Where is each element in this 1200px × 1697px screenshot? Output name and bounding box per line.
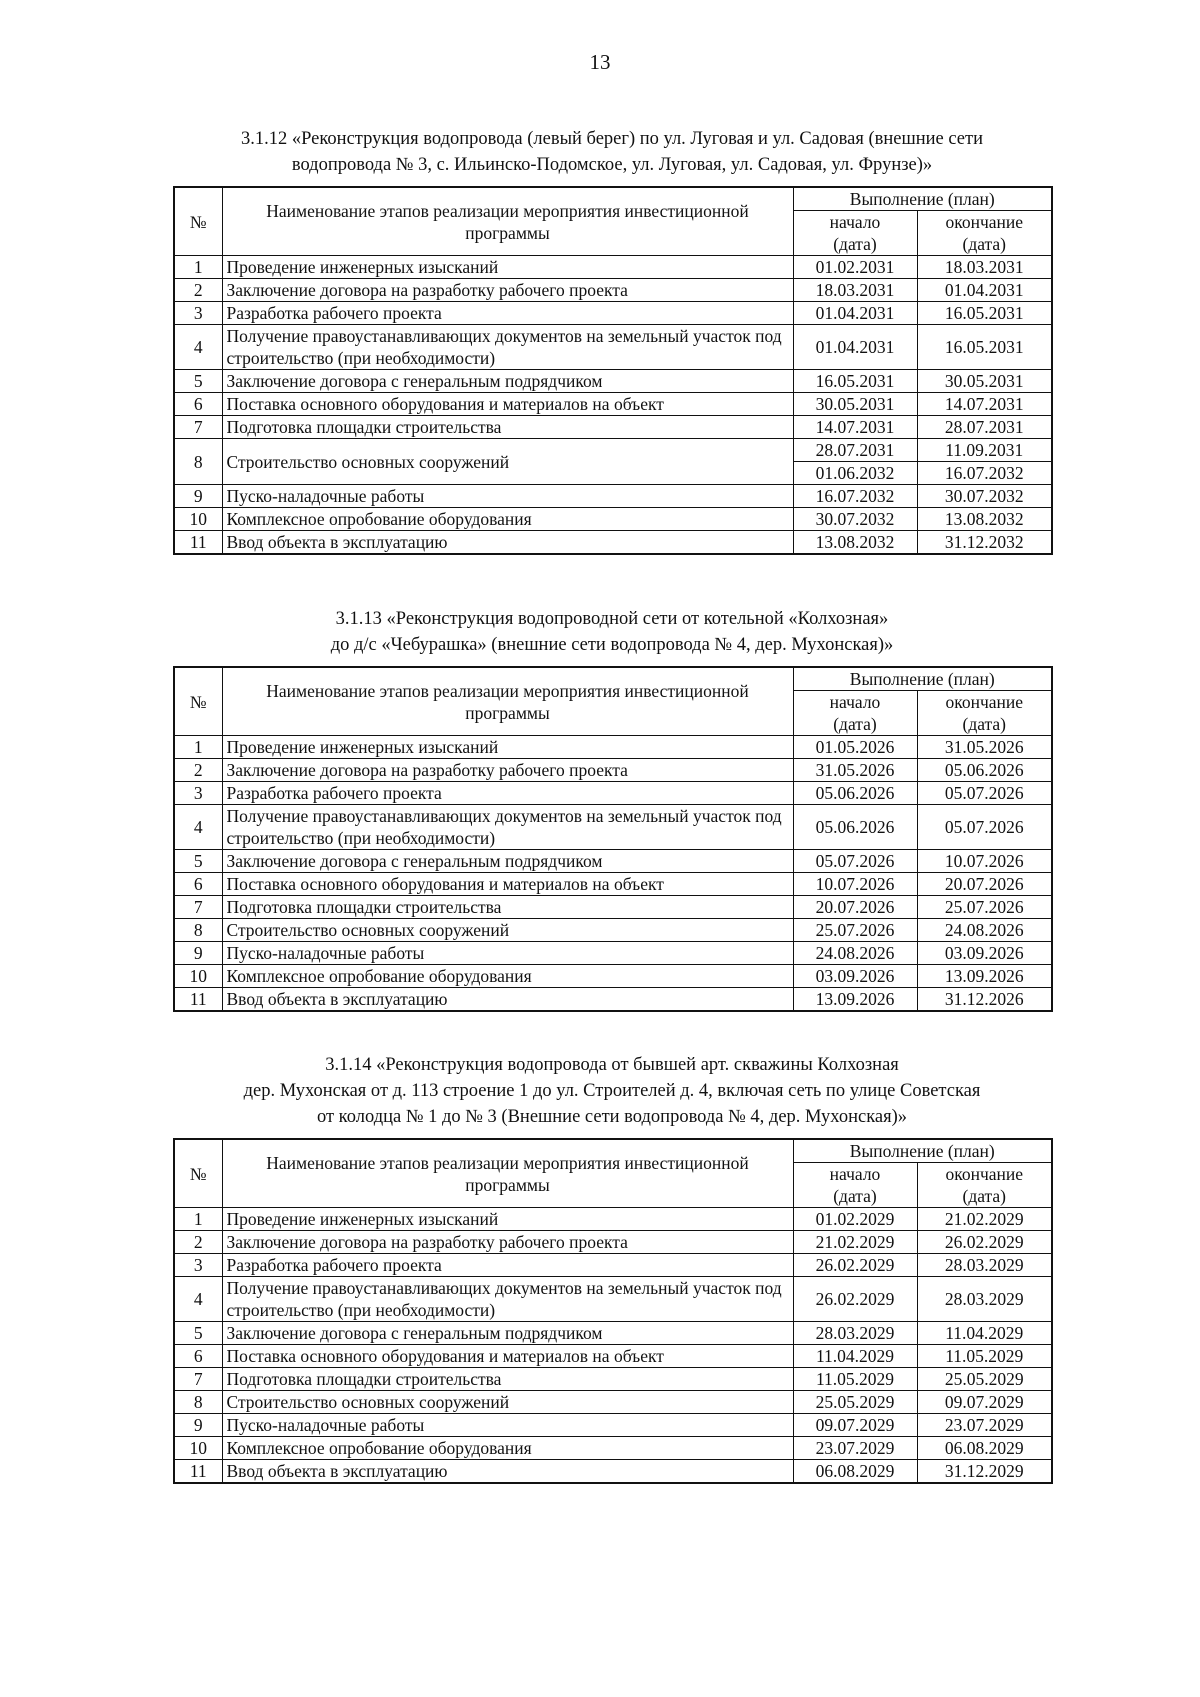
stage-name: Поставка основного оборудования и материалов на объект <box>222 1345 793 1368</box>
end-date: 11.05.2029 <box>917 1345 1052 1368</box>
section-title-line: 3.1.14 «Реконструкция водопровода от бывшей арт. скважины Колхозная <box>325 1055 899 1075</box>
start-date: 01.04.2031 <box>793 325 917 370</box>
column-header-number: № <box>174 1139 222 1208</box>
stage-name: Строительство основных сооружений <box>222 439 793 485</box>
start-date: 28.03.2029 <box>793 1322 917 1345</box>
table-row <box>174 736 1052 759</box>
row-number: 6 <box>174 873 222 896</box>
row-number: 1 <box>174 736 222 759</box>
end-date: 10.07.2026 <box>917 850 1052 873</box>
row-number: 9 <box>174 485 222 508</box>
table-row <box>174 1231 1052 1254</box>
column-header-execution: Выполнение (план) <box>793 667 1052 691</box>
column-header-start <box>793 691 917 736</box>
end-date: 28.03.2029 <box>917 1254 1052 1277</box>
stage-name: Подготовка площадки строительства <box>222 416 793 439</box>
column-header-stage-name: Наименование этапов реализации мероприятия инвестиционной программы <box>222 1139 793 1208</box>
column-header-end-label: окончание <box>945 1164 1024 1184</box>
start-date: 26.02.2029 <box>793 1254 917 1277</box>
table-row <box>174 759 1052 782</box>
row-number: 4 <box>174 1277 222 1322</box>
end-date: 20.07.2026 <box>917 873 1052 896</box>
row-number: 7 <box>174 896 222 919</box>
end-date: 31.12.2029 <box>917 1460 1052 1484</box>
end-date: 25.07.2026 <box>917 896 1052 919</box>
section-title-line: до д/с «Чебурашка» (внешние сети водопровода № 4, дер. Мухонская)» <box>330 635 894 655</box>
end-date: 13.08.2032 <box>917 508 1052 531</box>
table-row <box>174 919 1052 942</box>
start-date: 16.07.2032 <box>793 485 917 508</box>
section-3-1-12 <box>172 126 1052 555</box>
table-row <box>174 1345 1052 1368</box>
row-number: 3 <box>174 302 222 325</box>
start-date: 18.03.2031 <box>793 279 917 302</box>
end-date: 05.06.2026 <box>917 759 1052 782</box>
end-date: 05.07.2026 <box>917 805 1052 850</box>
start-date: 31.05.2026 <box>793 759 917 782</box>
stage-name: Заключение договора на разработку рабочего проекта <box>222 279 793 302</box>
stage-name: Заключение договора с генеральным подрядчиком <box>222 850 793 873</box>
table-row <box>174 1277 1052 1322</box>
table-row <box>174 439 1052 462</box>
start-date: 23.07.2029 <box>793 1437 917 1460</box>
stage-name: Подготовка площадки строительства <box>222 1368 793 1391</box>
row-number: 8 <box>174 439 222 485</box>
stage-name: Пуско-наладочные работы <box>222 485 793 508</box>
column-header-execution: Выполнение (план) <box>793 187 1052 211</box>
column-header-end-label: окончание <box>945 212 1024 232</box>
end-date: 05.07.2026 <box>917 782 1052 805</box>
start-date: 06.08.2029 <box>793 1460 917 1484</box>
start-date: 14.07.2031 <box>793 416 917 439</box>
row-number: 8 <box>174 1391 222 1414</box>
row-number: 7 <box>174 1368 222 1391</box>
start-date: 01.06.2032 <box>793 462 917 485</box>
stage-name: Поставка основного оборудования и материалов на объект <box>222 873 793 896</box>
end-date: 16.05.2031 <box>917 325 1052 370</box>
start-date: 30.07.2032 <box>793 508 917 531</box>
section-title-line: 3.1.13 «Реконструкция водопроводной сети от котельной «Колхозная» <box>335 609 889 629</box>
row-number: 4 <box>174 325 222 370</box>
start-date: 28.07.2031 <box>793 439 917 462</box>
start-date: 09.07.2029 <box>793 1414 917 1437</box>
end-date: 01.04.2031 <box>917 279 1052 302</box>
stage-name: Получение правоустанавливающих документов на земельный участок под строительство (при необходимости) <box>222 325 793 370</box>
column-header-start-unit: (дата) <box>833 234 877 254</box>
column-header-number: № <box>174 187 222 256</box>
end-date: 24.08.2026 <box>917 919 1052 942</box>
column-header-start <box>793 1163 917 1208</box>
row-number: 9 <box>174 1414 222 1437</box>
table-row <box>174 1391 1052 1414</box>
row-number: 11 <box>174 531 222 555</box>
column-header-end-unit: (дата) <box>962 234 1007 254</box>
column-header-execution: Выполнение (план) <box>793 1139 1052 1163</box>
end-date: 31.12.2026 <box>917 988 1052 1012</box>
start-date: 25.07.2026 <box>793 919 917 942</box>
stage-name: Проведение инженерных изысканий <box>222 1208 793 1231</box>
section-title-line: водопровода № 3, с. Ильинско-Подомское, ул. Луговая, ул. Садовая, ул. Фрунзе)» <box>291 155 933 175</box>
start-date: 01.02.2031 <box>793 256 917 279</box>
stage-name: Проведение инженерных изысканий <box>222 736 793 759</box>
stages-table <box>173 186 1053 555</box>
start-date: 25.05.2029 <box>793 1391 917 1414</box>
column-header-start-label: начало <box>829 212 881 232</box>
table-row <box>174 1322 1052 1345</box>
stage-name: Подготовка площадки строительства <box>222 896 793 919</box>
table-row <box>174 1254 1052 1277</box>
table-row <box>174 1368 1052 1391</box>
row-number: 10 <box>174 508 222 531</box>
start-date: 16.05.2031 <box>793 370 917 393</box>
stage-name: Получение правоустанавливающих документов на земельный участок под строительство (при необходимости) <box>222 805 793 850</box>
stage-name: Пуско-наладочные работы <box>222 942 793 965</box>
column-header-end-label: окончание <box>945 692 1024 712</box>
table-row <box>174 965 1052 988</box>
table-row <box>174 325 1052 370</box>
header-row <box>174 667 1052 691</box>
row-number: 4 <box>174 805 222 850</box>
start-date: 13.08.2032 <box>793 531 917 555</box>
table-row <box>174 873 1052 896</box>
row-number: 5 <box>174 850 222 873</box>
end-date: 11.04.2029 <box>917 1322 1052 1345</box>
stage-name: Комплексное опробование оборудования <box>222 1437 793 1460</box>
column-header-start-unit: (дата) <box>833 714 877 734</box>
end-date: 18.03.2031 <box>917 256 1052 279</box>
end-date: 28.07.2031 <box>917 416 1052 439</box>
row-number: 3 <box>174 1254 222 1277</box>
table-row <box>174 896 1052 919</box>
section-title <box>172 1052 1052 1130</box>
column-header-start <box>793 211 917 256</box>
row-number: 2 <box>174 1231 222 1254</box>
start-date: 11.04.2029 <box>793 1345 917 1368</box>
start-date: 03.09.2026 <box>793 965 917 988</box>
table-row <box>174 1414 1052 1437</box>
column-header-end-unit: (дата) <box>962 714 1007 734</box>
column-header-start-label: начало <box>829 1164 881 1184</box>
row-number: 1 <box>174 256 222 279</box>
section-title <box>172 606 1052 658</box>
row-number: 2 <box>174 759 222 782</box>
column-header-number: № <box>174 667 222 736</box>
stage-name: Разработка рабочего проекта <box>222 782 793 805</box>
table-row <box>174 393 1052 416</box>
end-date: 16.07.2032 <box>917 462 1052 485</box>
row-number: 10 <box>174 1437 222 1460</box>
stage-name: Комплексное опробование оборудования <box>222 508 793 531</box>
end-date: 31.05.2026 <box>917 736 1052 759</box>
row-number: 5 <box>174 370 222 393</box>
stages-table <box>173 666 1053 1012</box>
table-row <box>174 988 1052 1012</box>
row-number: 9 <box>174 942 222 965</box>
column-header-end <box>917 691 1052 736</box>
start-date: 24.08.2026 <box>793 942 917 965</box>
table-row <box>174 805 1052 850</box>
start-date: 05.06.2026 <box>793 782 917 805</box>
start-date: 21.02.2029 <box>793 1231 917 1254</box>
section-title-line: дер. Мухонская от д. 113 строение 1 до ул. Строителей д. 4, включая сеть по улице Советская <box>243 1081 981 1101</box>
row-number: 11 <box>174 1460 222 1484</box>
row-number: 3 <box>174 782 222 805</box>
start-date: 20.07.2026 <box>793 896 917 919</box>
page-number: 13 <box>589 50 611 74</box>
stage-name: Заключение договора на разработку рабочего проекта <box>222 1231 793 1254</box>
table-row <box>174 279 1052 302</box>
table-row <box>174 1437 1052 1460</box>
stage-name: Заключение договора с генеральным подрядчиком <box>222 370 793 393</box>
stage-name: Заключение договора с генеральным подрядчиком <box>222 1322 793 1345</box>
end-date: 06.08.2029 <box>917 1437 1052 1460</box>
end-date: 16.05.2031 <box>917 302 1052 325</box>
end-date: 11.09.2031 <box>917 439 1052 462</box>
stage-name: Разработка рабочего проекта <box>222 1254 793 1277</box>
table-row <box>174 485 1052 508</box>
stage-name: Ввод объекта в эксплуатацию <box>222 1460 793 1484</box>
stage-name: Строительство основных сооружений <box>222 1391 793 1414</box>
column-header-start-unit: (дата) <box>833 1186 877 1206</box>
table-row <box>174 302 1052 325</box>
row-number: 6 <box>174 393 222 416</box>
section-3-1-14 <box>172 1052 1052 1484</box>
end-date: 28.03.2029 <box>917 1277 1052 1322</box>
start-date: 05.06.2026 <box>793 805 917 850</box>
end-date: 09.07.2029 <box>917 1391 1052 1414</box>
table-row <box>174 1208 1052 1231</box>
stage-name: Поставка основного оборудования и материалов на объект <box>222 393 793 416</box>
start-date: 10.07.2026 <box>793 873 917 896</box>
start-date: 26.02.2029 <box>793 1277 917 1322</box>
row-number: 7 <box>174 416 222 439</box>
stage-name: Ввод объекта в эксплуатацию <box>222 988 793 1012</box>
stages-table <box>173 1138 1053 1484</box>
row-number: 1 <box>174 1208 222 1231</box>
end-date: 31.12.2032 <box>917 531 1052 555</box>
section-title-line: 3.1.12 «Реконструкция водопровода (левый берег) по ул. Луговая и ул. Садовая (внешние сети <box>240 129 983 149</box>
table-row <box>174 531 1052 555</box>
column-header-stage-name: Наименование этапов реализации мероприятия инвестиционной программы <box>222 667 793 736</box>
end-date: 25.05.2029 <box>917 1368 1052 1391</box>
row-number: 8 <box>174 919 222 942</box>
start-date: 05.07.2026 <box>793 850 917 873</box>
column-header-end-unit: (дата) <box>962 1186 1007 1206</box>
table-row <box>174 1460 1052 1484</box>
start-date: 11.05.2029 <box>793 1368 917 1391</box>
table-row <box>174 370 1052 393</box>
table-row <box>174 850 1052 873</box>
stage-name: Получение правоустанавливающих документов на земельный участок под строительство (при необходимости) <box>222 1277 793 1322</box>
table-row <box>174 508 1052 531</box>
table-row <box>174 416 1052 439</box>
header-row <box>174 1139 1052 1163</box>
start-date: 01.05.2026 <box>793 736 917 759</box>
stage-name: Проведение инженерных изысканий <box>222 256 793 279</box>
end-date: 30.07.2032 <box>917 485 1052 508</box>
header-row <box>174 187 1052 211</box>
stage-name: Пуско-наладочные работы <box>222 1414 793 1437</box>
row-number: 11 <box>174 988 222 1012</box>
stage-name: Разработка рабочего проекта <box>222 302 793 325</box>
row-number: 2 <box>174 279 222 302</box>
end-date: 23.07.2029 <box>917 1414 1052 1437</box>
column-header-end <box>917 211 1052 256</box>
section-title-line: от колодца № 1 до № 3 (Внешние сети водопровода № 4, дер. Мухонская)» <box>316 1107 908 1127</box>
row-number: 6 <box>174 1345 222 1368</box>
stage-name: Комплексное опробование оборудования <box>222 965 793 988</box>
stage-name: Заключение договора на разработку рабочего проекта <box>222 759 793 782</box>
section-3-1-13 <box>172 606 1052 1012</box>
column-header-start-label: начало <box>829 692 881 712</box>
table-row <box>174 942 1052 965</box>
start-date: 13.09.2026 <box>793 988 917 1012</box>
end-date: 13.09.2026 <box>917 965 1052 988</box>
end-date: 03.09.2026 <box>917 942 1052 965</box>
section-title <box>172 126 1052 178</box>
stage-name: Ввод объекта в эксплуатацию <box>222 531 793 555</box>
start-date: 30.05.2031 <box>793 393 917 416</box>
stage-name: Строительство основных сооружений <box>222 919 793 942</box>
column-header-stage-name: Наименование этапов реализации мероприятия инвестиционной программы <box>222 187 793 256</box>
table-row <box>174 782 1052 805</box>
end-date: 14.07.2031 <box>917 393 1052 416</box>
start-date: 01.04.2031 <box>793 302 917 325</box>
start-date: 01.02.2029 <box>793 1208 917 1231</box>
row-number: 10 <box>174 965 222 988</box>
end-date: 21.02.2029 <box>917 1208 1052 1231</box>
column-header-end <box>917 1163 1052 1208</box>
end-date: 26.02.2029 <box>917 1231 1052 1254</box>
row-number: 5 <box>174 1322 222 1345</box>
end-date: 30.05.2031 <box>917 370 1052 393</box>
table-row <box>174 256 1052 279</box>
